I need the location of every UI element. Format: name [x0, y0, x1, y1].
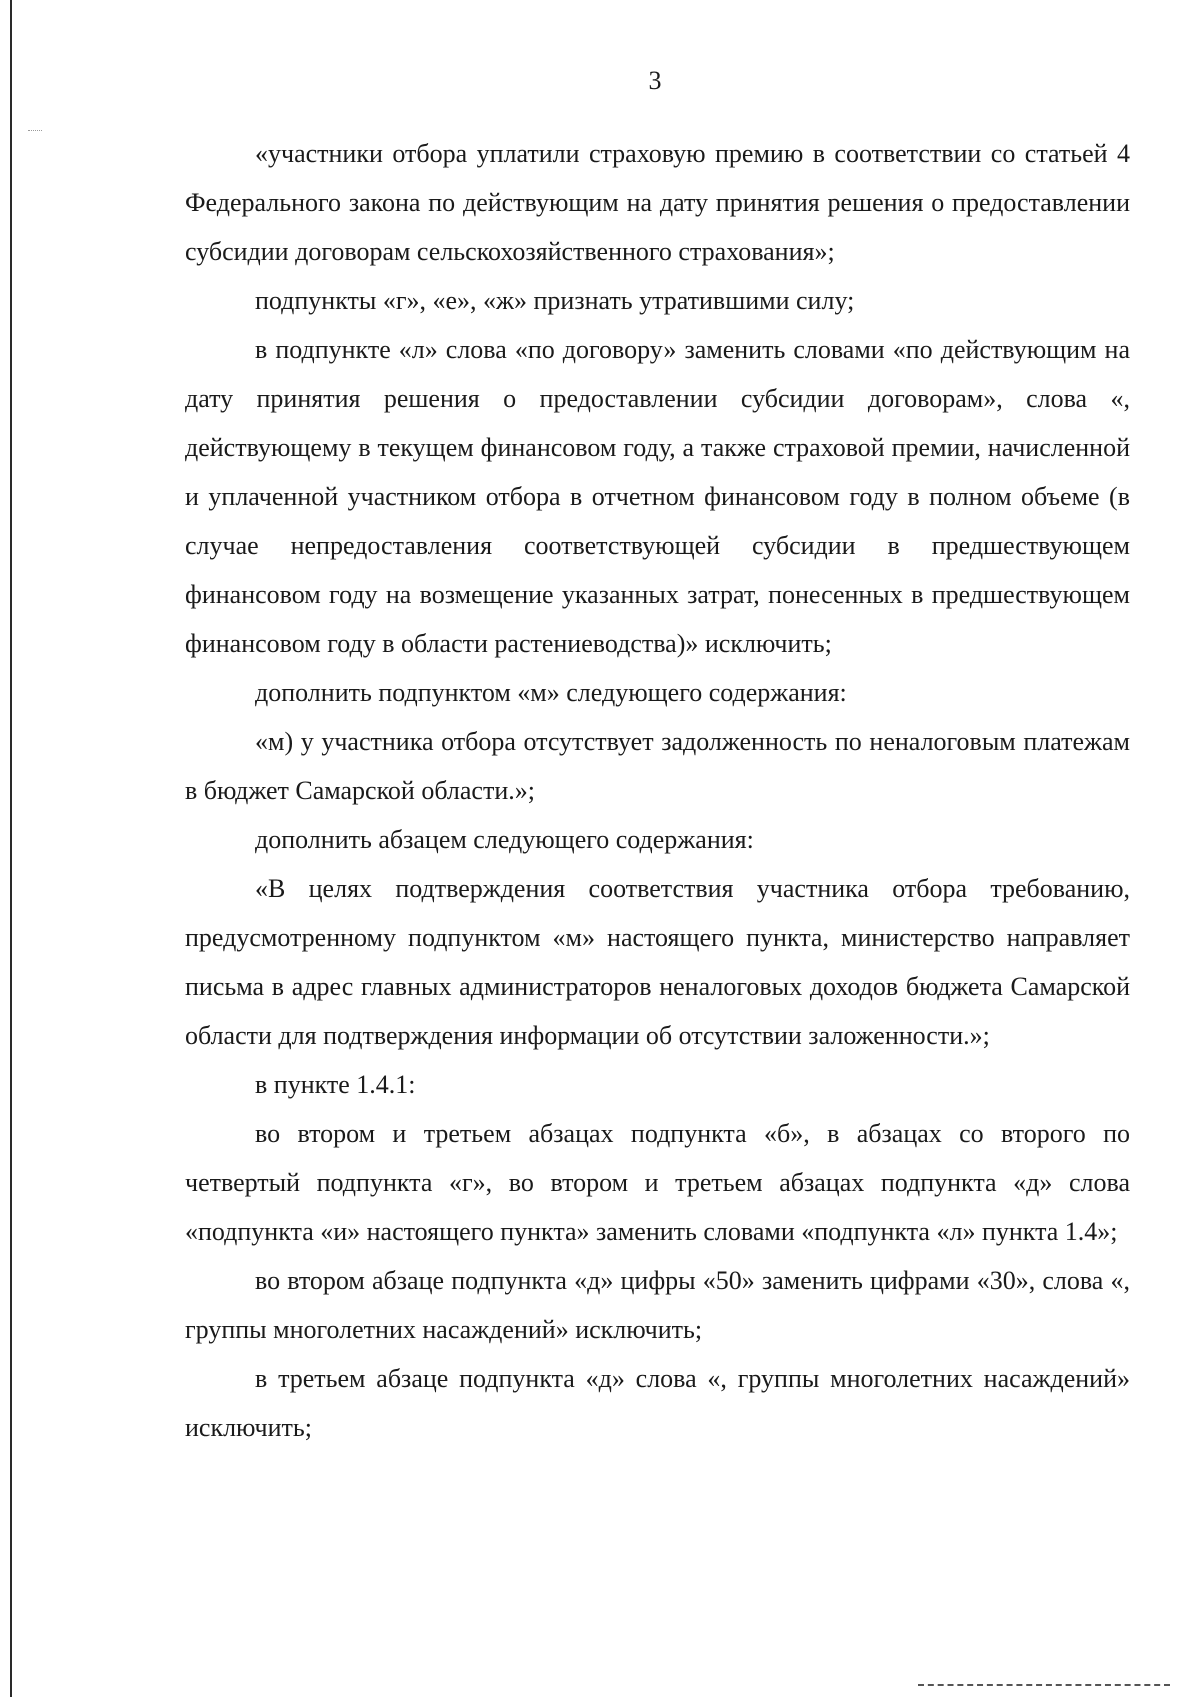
paragraph: во втором и третьем абзацах подпункта «б», в абзацах со второго по четвертый подпункта «г», во втором и третьем абзацах подпункта «д» слова «подпункта «и» настоящего пункта» заменить словами «подпункта «л» пункта 1.4»;: [185, 1119, 1130, 1246]
paragraph: «м) у участника отбора отсутствует задолженность по неналоговым платежам в бюджет Самарской области.»;: [185, 727, 1130, 805]
paragraph: дополнить абзацем следующего содержания:: [255, 825, 754, 854]
paragraph: в подпункте «л» слова «по договору» заменить словами «по действующим на дату принятия решения о предоставлении субсидии договорам», слова «, действующему в текущем финансовом году, а также страховой премии, начисленной и уплаченной участником отбора в отчетном финансовом году в полном объеме (в случае непредоставления соответствующей субсидии в предшествующем финансовом году на возмещение указанных затрат, понесенных в предшествующем финансовом году в области растениеводства)» исключить;: [185, 335, 1130, 658]
paragraph: в третьем абзаце подпункта «д» слова «, группы многолетних насаждений» исключить;: [185, 1364, 1130, 1442]
paragraph: «В целях подтверждения соответствия участника отбора требованию, предусмотренному подпунктом «м» настоящего пункта, министерство направляет письма в адрес главных администраторов неналоговых доходов бюджета Самарской области для подтверждения информации об отсутствии заложенности.»;: [185, 874, 1130, 1050]
paragraph: подпункты «г», «е», «ж» признать утратившими силу;: [255, 286, 855, 315]
paragraph: дополнить подпунктом «м» следующего содержания:: [255, 678, 847, 707]
paragraph: во втором абзаце подпункта «д» цифры «50» заменить цифрами «30», слова «, группы многолетних насаждений» исключить;: [185, 1266, 1130, 1344]
document-body: [185, 129, 1130, 1452]
scan-artifact-dashes: [918, 1684, 1170, 1686]
scan-artifact-dots: [28, 130, 42, 135]
page-number: 3: [648, 66, 662, 95]
paragraph: «участники отбора уплатили страховую премию в соответствии со статьей 4 Федерального закона по действующим на дату принятия решения о предоставлении субсидии договорам сельскохозяйственного страхования»;: [185, 139, 1130, 266]
binding-edge-line: [10, 0, 12, 1697]
paragraph: в пункте 1.4.1:: [255, 1070, 416, 1099]
